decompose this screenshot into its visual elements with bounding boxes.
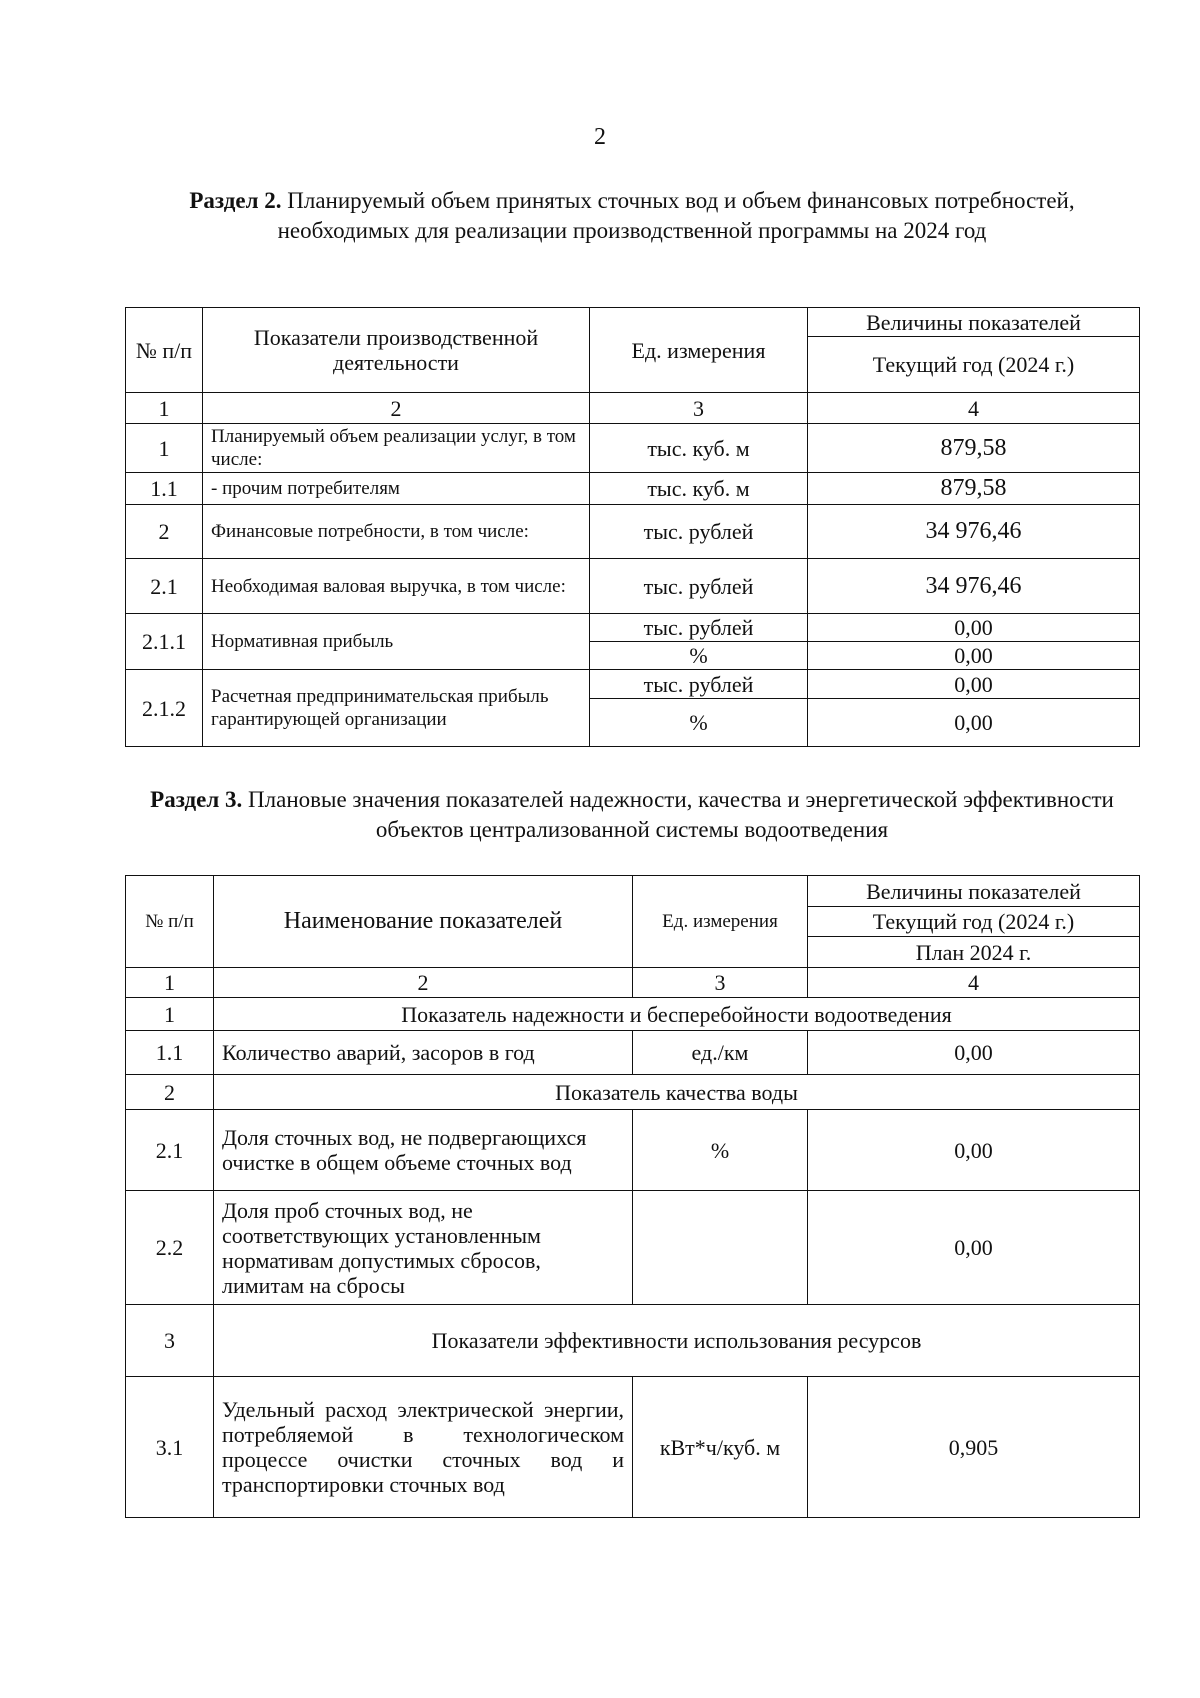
row-name: Нормативная прибыль bbox=[203, 614, 590, 670]
row-value: 879,58 bbox=[808, 473, 1140, 505]
group-title: Показатель надежности и бесперебойности водоотведения bbox=[214, 998, 1140, 1031]
row-name: Удельный расход электрической энергии, потребляемой в технологическом процессе очистки сточных вод и транспортировки сточных вод bbox=[214, 1377, 633, 1518]
row-num: 3.1 bbox=[126, 1377, 214, 1518]
row-value: 0,00 bbox=[808, 1110, 1140, 1191]
col-num: 2 bbox=[214, 968, 633, 998]
row-name: Доля сточных вод, не подвергающихся очистке в общем объеме сточных вод bbox=[214, 1110, 633, 1191]
section2-heading bbox=[125, 186, 1139, 246]
header-num: № п/п bbox=[126, 876, 214, 968]
table-row bbox=[126, 424, 1140, 473]
col-num: 3 bbox=[590, 393, 808, 424]
row-name: Расчетная предпринимательская прибыль гарантирующей организации bbox=[203, 670, 590, 747]
row-value: 0,905 bbox=[808, 1377, 1140, 1518]
group-num: 1 bbox=[126, 998, 214, 1031]
row-value: 0,00 bbox=[808, 699, 1140, 747]
group-row bbox=[126, 1305, 1140, 1377]
group-title: Показатели эффективности использования ресурсов bbox=[214, 1305, 1140, 1377]
table-row bbox=[126, 1110, 1140, 1191]
row-num: 1.1 bbox=[126, 473, 203, 505]
table-row bbox=[126, 505, 1140, 559]
header-unit: Ед. измерения bbox=[633, 876, 808, 968]
row-name: Планируемый объем реализации услуг, в том числе: bbox=[203, 424, 590, 473]
row-value: 0,00 bbox=[808, 642, 1140, 670]
row-num: 2.2 bbox=[126, 1191, 214, 1305]
header-num: № п/п bbox=[126, 308, 203, 393]
section2-label: Раздел 2. bbox=[189, 188, 282, 213]
table-row bbox=[126, 1377, 1140, 1518]
col-num: 4 bbox=[808, 393, 1140, 424]
row-num: 2.1.2 bbox=[126, 670, 203, 747]
col-num: 4 bbox=[808, 968, 1140, 998]
header-values: Величины показателей bbox=[808, 308, 1140, 337]
row-unit: % bbox=[633, 1110, 808, 1191]
row-name: Доля проб сточных вод, не соответствующих установленным нормативам допустимых сбросов, лимитам на сбросы bbox=[214, 1191, 633, 1305]
row-name: Количество аварий, засоров в год bbox=[214, 1031, 633, 1075]
row-unit: тыс. рублей bbox=[590, 614, 808, 642]
col-num: 2 bbox=[203, 393, 590, 424]
section3-heading bbox=[150, 785, 1114, 845]
section2-table bbox=[125, 307, 1140, 747]
header-plan: План 2024 г. bbox=[808, 937, 1140, 968]
row-value: 34 976,46 bbox=[808, 559, 1140, 614]
header-year: Текущий год (2024 г.) bbox=[808, 907, 1140, 937]
row-unit: кВт*ч/куб. м bbox=[633, 1377, 808, 1518]
header-values: Величины показателей bbox=[808, 876, 1140, 907]
row-unit bbox=[633, 1191, 808, 1305]
group-num: 3 bbox=[126, 1305, 214, 1377]
row-unit: % bbox=[590, 699, 808, 747]
col-num: 1 bbox=[126, 968, 214, 998]
table-row bbox=[126, 614, 1140, 642]
row-num: 2 bbox=[126, 505, 203, 559]
row-unit: тыс. куб. м bbox=[590, 473, 808, 505]
header-indicator: Показатели производственной деятельности bbox=[203, 308, 590, 393]
row-num: 1.1 bbox=[126, 1031, 214, 1075]
row-unit: тыс. рублей bbox=[590, 559, 808, 614]
row-value: 34 976,46 bbox=[808, 505, 1140, 559]
row-num: 2.1 bbox=[126, 559, 203, 614]
table-row bbox=[126, 559, 1140, 614]
group-row bbox=[126, 998, 1140, 1031]
page-number: 2 bbox=[594, 124, 606, 150]
row-value: 0,00 bbox=[808, 1191, 1140, 1305]
group-row bbox=[126, 1075, 1140, 1110]
row-unit: % bbox=[590, 642, 808, 670]
row-value: 0,00 bbox=[808, 1031, 1140, 1075]
section2-title: Планируемый объем принятых сточных вод и объем финансовых потребностей, необходимых для реализации производственной программы на 2024 год bbox=[277, 188, 1075, 243]
row-unit: ед./км bbox=[633, 1031, 808, 1075]
group-num: 2 bbox=[126, 1075, 214, 1110]
row-num: 2.1.1 bbox=[126, 614, 203, 670]
section3-label: Раздел 3. bbox=[150, 787, 243, 812]
row-name: - прочим потребителям bbox=[203, 473, 590, 505]
table-row bbox=[126, 473, 1140, 505]
row-value: 0,00 bbox=[808, 614, 1140, 642]
row-unit: тыс. рублей bbox=[590, 670, 808, 699]
row-name: Необходимая валовая выручка, в том числе: bbox=[203, 559, 590, 614]
table-row bbox=[126, 670, 1140, 699]
row-unit: тыс. рублей bbox=[590, 505, 808, 559]
row-num: 2.1 bbox=[126, 1110, 214, 1191]
row-value: 879,58 bbox=[808, 424, 1140, 473]
header-year: Текущий год (2024 г.) bbox=[808, 337, 1140, 393]
row-value: 0,00 bbox=[808, 670, 1140, 699]
row-num: 1 bbox=[126, 424, 203, 473]
col-num: 3 bbox=[633, 968, 808, 998]
col-num: 1 bbox=[126, 393, 203, 424]
table-row bbox=[126, 1191, 1140, 1305]
row-name: Финансовые потребности, в том числе: bbox=[203, 505, 590, 559]
table-row bbox=[126, 1031, 1140, 1075]
row-unit: тыс. куб. м bbox=[590, 424, 808, 473]
section3-table bbox=[125, 875, 1140, 1518]
header-unit: Ед. измерения bbox=[590, 308, 808, 393]
header-indicator: Наименование показателей bbox=[214, 876, 633, 968]
section3-title: Плановые значения показателей надежности, качества и энергетической эффективности объектов централизованной системы водоотведения bbox=[242, 787, 1114, 842]
group-title: Показатель качества воды bbox=[214, 1075, 1140, 1110]
